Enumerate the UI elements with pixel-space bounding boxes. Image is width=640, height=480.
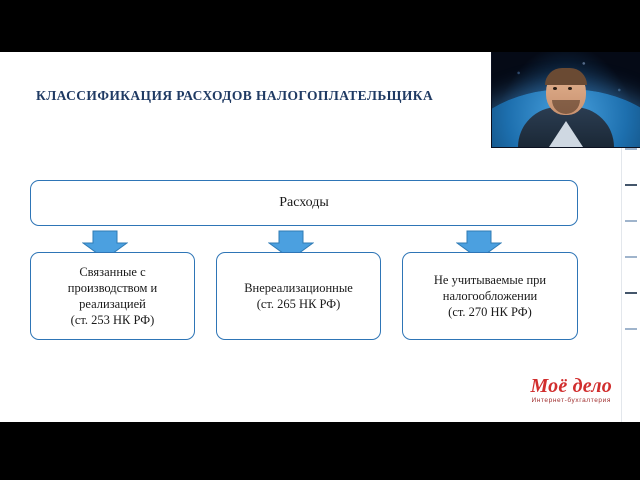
- diagram-node-child-1: [30, 252, 195, 340]
- page-title: КЛАССИФИКАЦИЯ РАСХОДОВ НАЛОГОПЛАТЕЛЬЩИКА: [36, 88, 434, 103]
- diagram-node-child-1-line-1: Связанные с: [79, 265, 146, 279]
- diagram-node-child-1-line-3: реализацией: [79, 297, 146, 311]
- diagram-node-child-3: [402, 252, 578, 340]
- diagram-node-child-3-line-1: Не учитываемые при: [433, 273, 547, 287]
- presenter-eye-left: [553, 87, 557, 90]
- diagram-node-child-3-line-2: налогообложении: [442, 289, 538, 303]
- slide-canvas: [0, 52, 640, 422]
- presenter-webcam-overlay: [491, 52, 640, 148]
- diagram-node-root-label: Расходы: [279, 195, 329, 211]
- diagram-node-child-3-line-3: (ст. 270 НК РФ): [448, 305, 532, 319]
- diagram-node-child-1-line-4: (ст. 253 НК РФ): [70, 313, 155, 327]
- brand-logo: [530, 376, 612, 405]
- letterbox-top: [0, 0, 640, 52]
- brand-logo-name: Моё дело: [530, 374, 612, 397]
- diagram-node-child-2-line-2: (ст. 265 НК РФ): [256, 297, 341, 311]
- diagram-node-child-2-line-1: Внереализационные: [244, 281, 353, 295]
- letterbox-bottom: [0, 422, 640, 480]
- brand-logo-tagline: Интернет-бухгалтерия: [531, 396, 611, 404]
- presenter-eye-right: [568, 87, 572, 90]
- diagram-node-child-1-line-2: производством и: [67, 281, 158, 295]
- diagram-node-root: [30, 180, 578, 226]
- diagram-node-child-2: [216, 252, 381, 340]
